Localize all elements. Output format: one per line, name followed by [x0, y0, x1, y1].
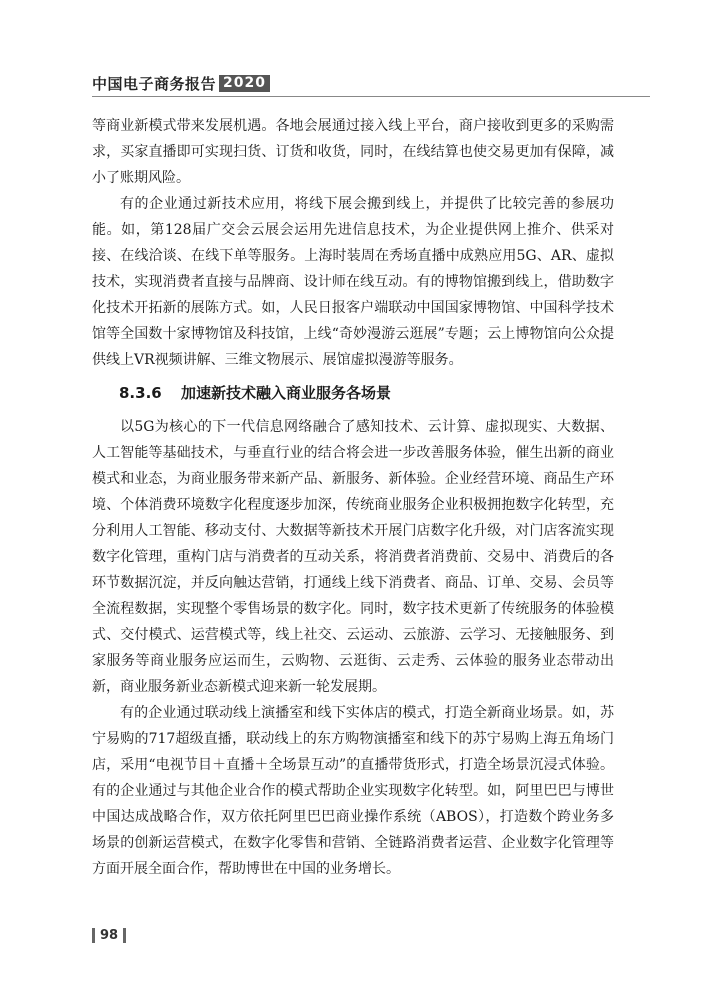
page-number: 98 — [100, 927, 119, 943]
footer-bar-right — [123, 928, 126, 943]
section-heading — [92, 380, 614, 406]
section-title: 加速新技术融入商业服务各场景 — [180, 384, 391, 402]
paragraph: 有的企业通过新技术应用，将线下展会搬到线上，并提供了比较完善的参展功能。如，第128届广交会云展会运用先进信息技术，为企业提供网上推介、供采对接、在线洽谈、在线下单等服务。上海时装周在秀场直播中成熟应用5G、AR、虚拟技术，实现消费者直接与品牌商、设计师在线互动。有的博物馆搬到线上，借助数字化技术开拓新的展陈方式。如，人民日报客户端联动中国国家博物馆、中国科学技术馆等全国数十家博物馆及科技馆，上线“奇妙漫游云逛展”专题；云上博物馆向公众提供线上VR视频讲解、三维文物展示、展馆虚拟漫游等服务。 — [92, 196, 614, 368]
footer-bar-left — [92, 928, 95, 943]
header-divider — [92, 96, 650, 97]
page-footer — [92, 925, 126, 945]
paragraph-continued: 等商业新模式带来发展机遇。各地会展通过接入线上平台，商户接收到更多的采购需求，买家直播即可实现扫货、订货和收货，同时，在线结算也使交易更加有保障，减小了账期风险。 — [92, 118, 614, 186]
report-title: 中国电子商务报告 — [92, 74, 217, 93]
running-header — [92, 72, 652, 94]
section-number: 8.3.6 — [119, 384, 162, 402]
report-year-badge: 2020 — [219, 75, 270, 92]
page-body — [92, 113, 614, 882]
paragraph: 有的企业通过联动线上演播室和线下实体店的模式，打造全新商业场景。如，苏宁易购的717超级直播，联动线上的东方购物演播室和线下的苏宁易购上海五角场门店，采用“电视节目＋直播＋全场景互动”的直播带货形式，打造全场景沉浸式体验。有的企业通过与其他企业合作的模式帮助企业实现数字化转型。如，阿里巴巴与博世中国达成战略合作，双方依托阿里巴巴商业操作系统（ABOS），打造数个跨业务多场景的创新运营模式，在数字化零售和营销、全链路消费者运营、企业数字化管理等方面开展全面合作，帮助博世在中国的业务增长。 — [92, 705, 614, 877]
paragraph: 以5G为核心的下一代信息网络融合了感知技术、云计算、虚拟现实、大数据、人工智能等基础技术，与垂直行业的结合将会进一步改善服务体验，催生出新的商业模式和业态，为商业服务带来新产品、新服务、新体验。企业经营环境、商品生产环境、个体消费环境数字化程度逐步加深，传统商业服务企业积极拥抱数字化转型，充分利用人工智能、移动支付、大数据等新技术开展门店数字化升级，对门店客流实现数字化管理，重构门店与消费者的互动关系，将消费者消费前、交易中、消费后的各环节数据沉淀，并反向触达营销，打通线上线下消费者、商品、订单、交易、会员等全流程数据，实现整个零售场景的数字化。同时，数字技术更新了传统服务的体验模式、交付模式、运营模式等，线上社交、云运动、云旅游、云学习、无接触服务、到家服务等商业服务应运而生，云购物、云逛街、云走秀、云体验的服务业态带动出新，商业服务新业态新模式迎来新一轮发展期。 — [92, 419, 614, 695]
